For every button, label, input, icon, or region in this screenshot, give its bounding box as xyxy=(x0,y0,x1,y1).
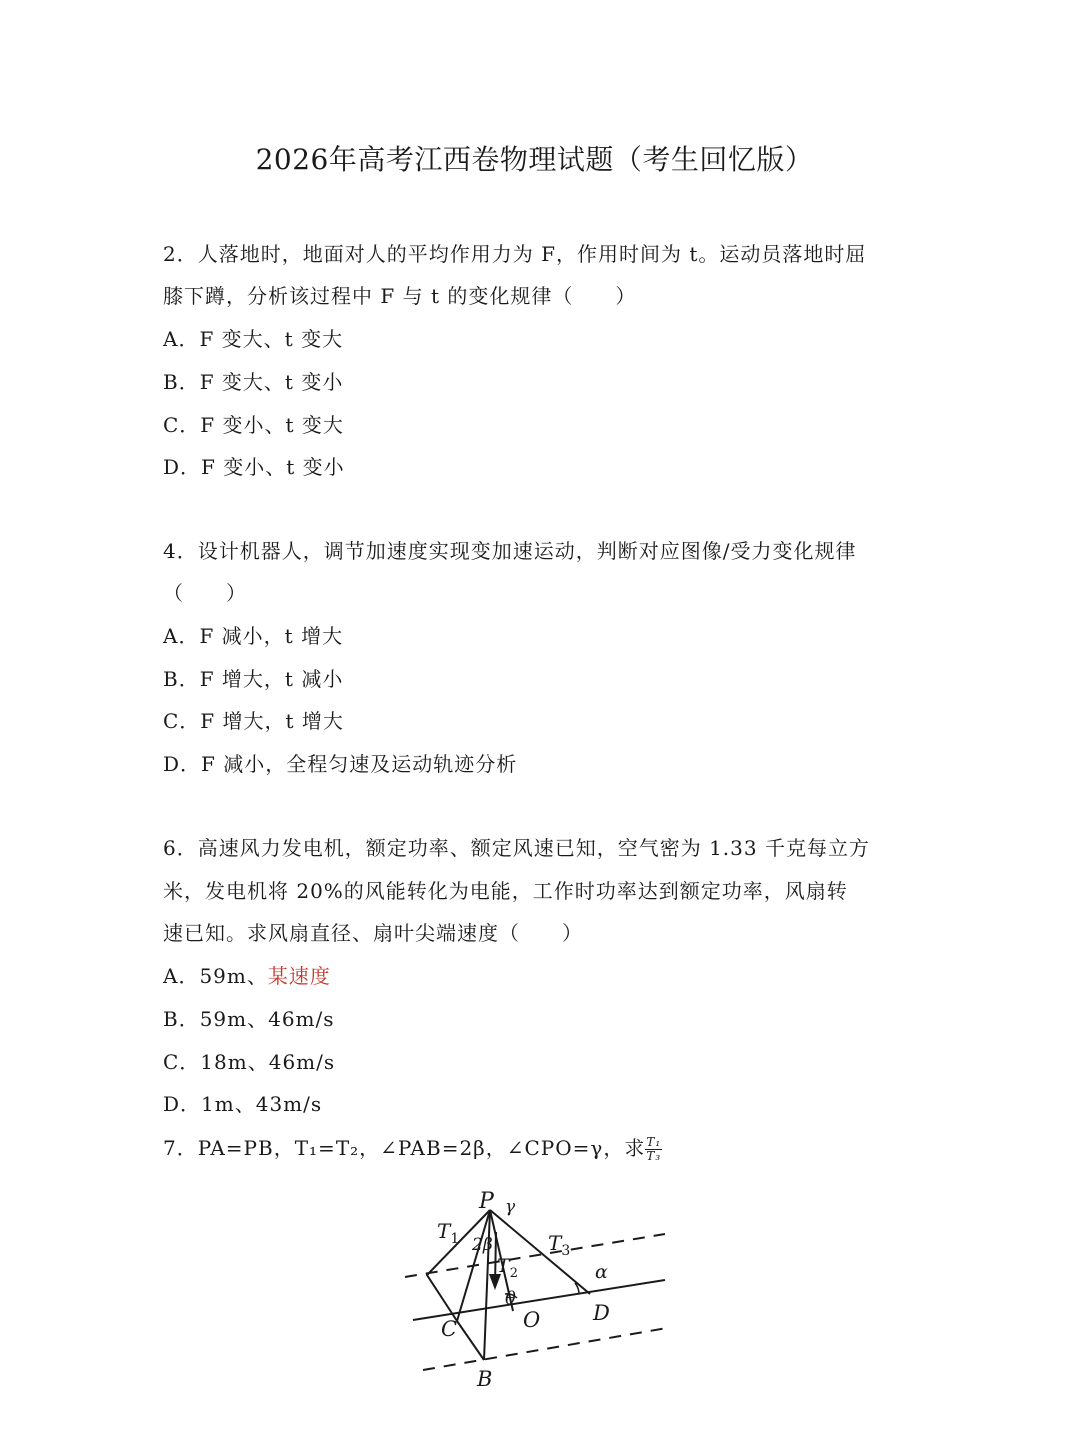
q6-option-a-text: A．59m、 xyxy=(163,964,268,988)
label-gamma: γ xyxy=(505,1197,516,1217)
label-alpha: α xyxy=(595,1261,608,1283)
q4-stem-line1: 4．设计机器人，调节加速度实现变加速运动，判断对应图像/受力变化规律 xyxy=(163,539,857,563)
label-O: O xyxy=(523,1308,541,1332)
label-T3-main: T xyxy=(548,1231,562,1255)
q2-option-b: B．F 变大、t 变小 xyxy=(163,370,344,394)
q7-fraction-numerator: T₁ xyxy=(646,1135,662,1149)
q7-fraction-denominator: T₃ xyxy=(646,1149,662,1163)
q6-option-b: B．59m、46m/s xyxy=(163,1007,335,1031)
label-T3 xyxy=(548,1231,570,1259)
label-T1-main: T xyxy=(437,1219,451,1243)
q7-fraction xyxy=(645,1136,662,1163)
q7-figure xyxy=(395,1190,685,1400)
label-T1 xyxy=(437,1219,459,1247)
label-C: C xyxy=(441,1317,458,1341)
q6-stem-line3: 速已知。求风扇直径、扇叶尖端速度（ ） xyxy=(163,921,583,945)
q6-option-a xyxy=(163,960,331,989)
q2-option-d: D．F 变小、t 变小 xyxy=(163,455,345,479)
q4-option-d: D．F 减小，全程匀速及运动轨迹分析 xyxy=(163,752,518,776)
rope-T3 xyxy=(490,1210,590,1294)
label-D: D xyxy=(593,1301,610,1325)
label-T1-sub: 1 xyxy=(450,1231,460,1247)
segment-PB xyxy=(484,1210,490,1360)
label-theta: θ xyxy=(505,1288,516,1309)
q2-stem-line2: 膝下蹲，分析该过程中 F 与 t 的变化规律（ ） xyxy=(163,284,637,308)
q7-stem xyxy=(163,1132,662,1163)
lower-dashed-line xyxy=(423,1328,667,1370)
page-title: 2026年高考江西卷物理试题（考生回忆版） xyxy=(255,143,814,176)
q4-option-a: A．F 减小，t 增大 xyxy=(163,624,344,648)
q6-stem-line1: 6．高速风力发电机，额定功率、额定风速已知，空气密为 1.33 千克每立方 xyxy=(163,836,870,860)
q2-option-a: A．F 变大、t 变大 xyxy=(163,327,344,351)
q6-stem-line2: 米，发电机将 20%的风能转化为电能，工作时功率达到额定功率，风扇转 xyxy=(163,879,848,903)
label-B: B xyxy=(477,1367,493,1391)
q6-option-c: C．18m、46m/s xyxy=(163,1050,336,1074)
label-T2-sub: 2 xyxy=(509,1266,518,1281)
segment-CB xyxy=(457,1321,484,1360)
label-two-beta: 2β xyxy=(472,1235,493,1255)
q4-stem-line2: （ ） xyxy=(163,581,247,605)
q6-option-a-red-text: 某速度 xyxy=(267,964,331,988)
q4-option-b: B．F 增大，t 减小 xyxy=(163,667,344,691)
q7-stem-text: 7．PA=PB，T₁=T₂，∠PAB=2β，∠CPO=γ，求 xyxy=(163,1136,646,1160)
q2-stem-line1: 2．人落地时，地面对人的平均作用力为 F，作用时间为 t。运动员落地时屈 xyxy=(163,242,867,266)
q4-option-c: C．F 增大，t 增大 xyxy=(163,709,344,733)
label-T2-main: T xyxy=(497,1255,510,1277)
label-T3-sub: 3 xyxy=(561,1243,571,1259)
q6-option-d: D．1m、43m/s xyxy=(163,1092,323,1116)
q2-option-c: C．F 变小、t 变大 xyxy=(163,413,344,437)
label-P: P xyxy=(479,1190,494,1214)
